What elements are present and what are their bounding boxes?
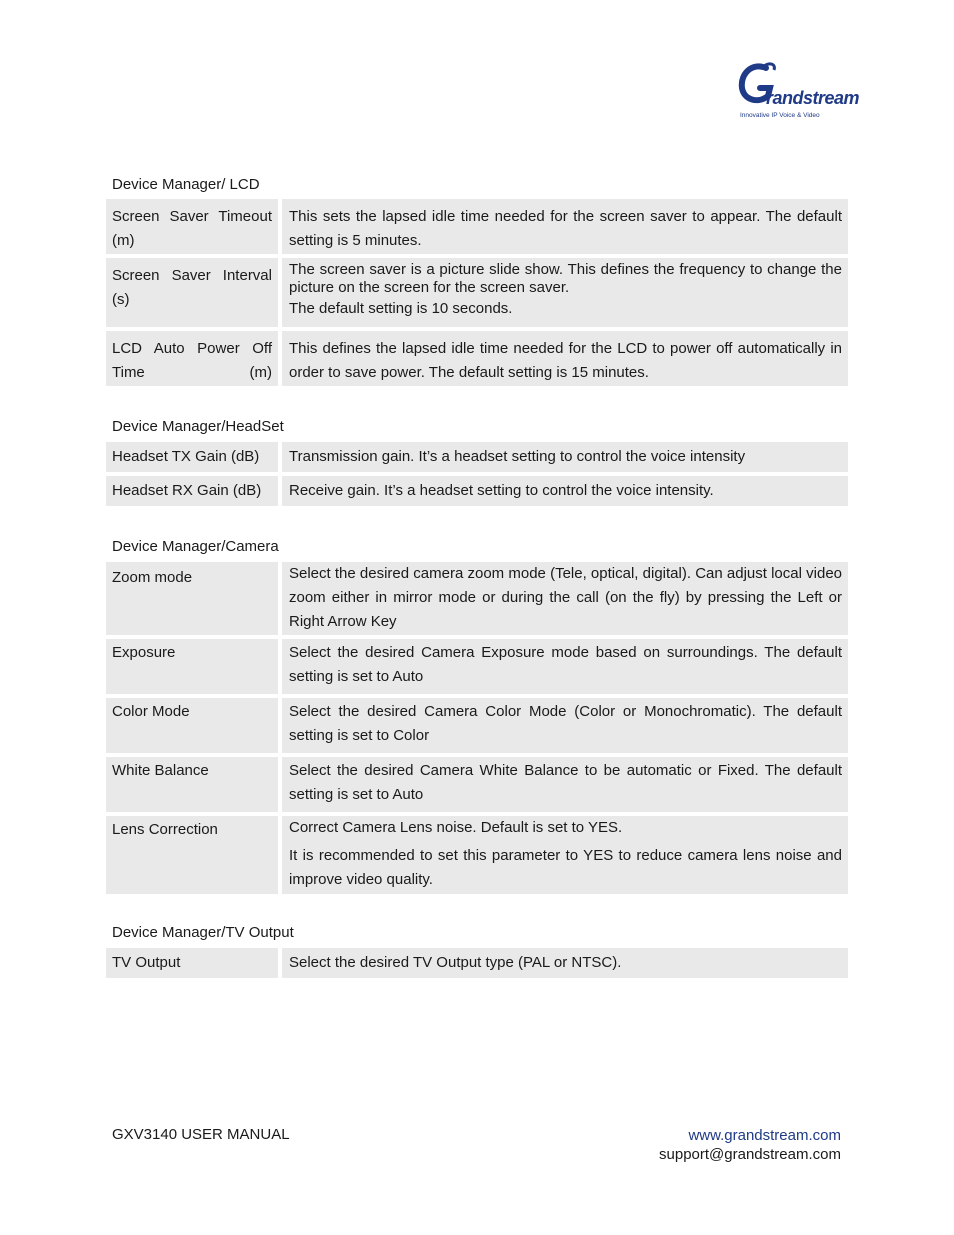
section-title-headset: Device Manager/HeadSet [112, 418, 284, 435]
table-row [106, 698, 848, 753]
param-desc: The screen saver is a picture slide show. This defines the frequency to change the picture on the screen for the screen saver. The default setting is 10 seconds. [282, 258, 848, 327]
footer-contact [659, 1126, 841, 1164]
param-name: TV Output [106, 948, 278, 978]
section-title-lcd: Device Manager/ LCD [112, 176, 260, 193]
param-name: Lens Correction [106, 816, 278, 894]
param-name: Color Mode [106, 698, 278, 753]
table-row [106, 948, 848, 978]
param-name: Exposure [106, 639, 278, 694]
param-desc: Receive gain. It’s a headset setting to control the voice intensity. [282, 476, 848, 506]
camera-table [106, 562, 848, 898]
param-desc: Select the desired Camera Exposure mode based on surroundings. The default setting is set to Auto [282, 639, 848, 694]
param-desc: Select the desired Camera White Balance to be automatic or Fixed. The default setting is set to Auto [282, 757, 848, 812]
param-desc: This defines the lapsed idle time needed for the LCD to power off automatically in order to save power. The default setting is 15 minutes. [282, 331, 848, 386]
section-title-camera: Device Manager/Camera [112, 538, 279, 555]
table-row [106, 639, 848, 694]
param-name: LCD Auto Power Off Time (m) [106, 331, 278, 386]
table-row [106, 258, 848, 327]
param-name: Headset TX Gain (dB) [106, 442, 278, 472]
param-name: White Balance [106, 757, 278, 812]
table-row [106, 442, 848, 472]
section-title-tv-output: Device Manager/TV Output [112, 924, 294, 941]
param-desc: This sets the lapsed idle time needed for the screen saver to appear. The default setting is 5 minutes. [282, 199, 848, 254]
param-desc: Select the desired TV Output type (PAL or NTSC). [282, 948, 848, 978]
headset-table [106, 442, 848, 510]
table-row [106, 757, 848, 812]
table-row [106, 199, 848, 254]
param-desc: Select the desired camera zoom mode (Tele, optical, digital). Can adjust local video zoom either in mirror mode or during the call (on the fly) by pressing the Left or Right Arrow Key [282, 562, 848, 635]
table-row [106, 816, 848, 894]
param-desc: Select the desired Camera Color Mode (Color or Monochromatic). The default setting is set to Color [282, 698, 848, 753]
footer-support-email[interactable]: support@grandstream.com [659, 1146, 841, 1163]
logo-tagline: Innovative IP Voice & Video [740, 112, 820, 119]
param-name: Headset RX Gain (dB) [106, 476, 278, 506]
param-name: Screen Saver Interval (s) [106, 258, 278, 327]
footer-manual-title: GXV3140 USER MANUAL [112, 1126, 290, 1143]
logo-wordmark: randstream [766, 88, 860, 108]
table-row [106, 562, 848, 635]
tv-output-table [106, 948, 848, 982]
table-row [106, 331, 848, 386]
param-desc: Transmission gain. It’s a headset setting to control the voice intensity [282, 442, 848, 472]
lcd-table [106, 199, 848, 390]
param-desc: Correct Camera Lens noise. Default is set to YES. It is recommended to set this parameter to YES to reduce camera lens noise and improve video quality. [282, 816, 848, 894]
grandstream-logo [736, 60, 860, 122]
param-name: Zoom mode [106, 562, 278, 635]
table-row [106, 476, 848, 506]
footer-website-link[interactable]: www.grandstream.com [688, 1127, 841, 1144]
param-name: Screen Saver Timeout (m) [106, 199, 278, 254]
